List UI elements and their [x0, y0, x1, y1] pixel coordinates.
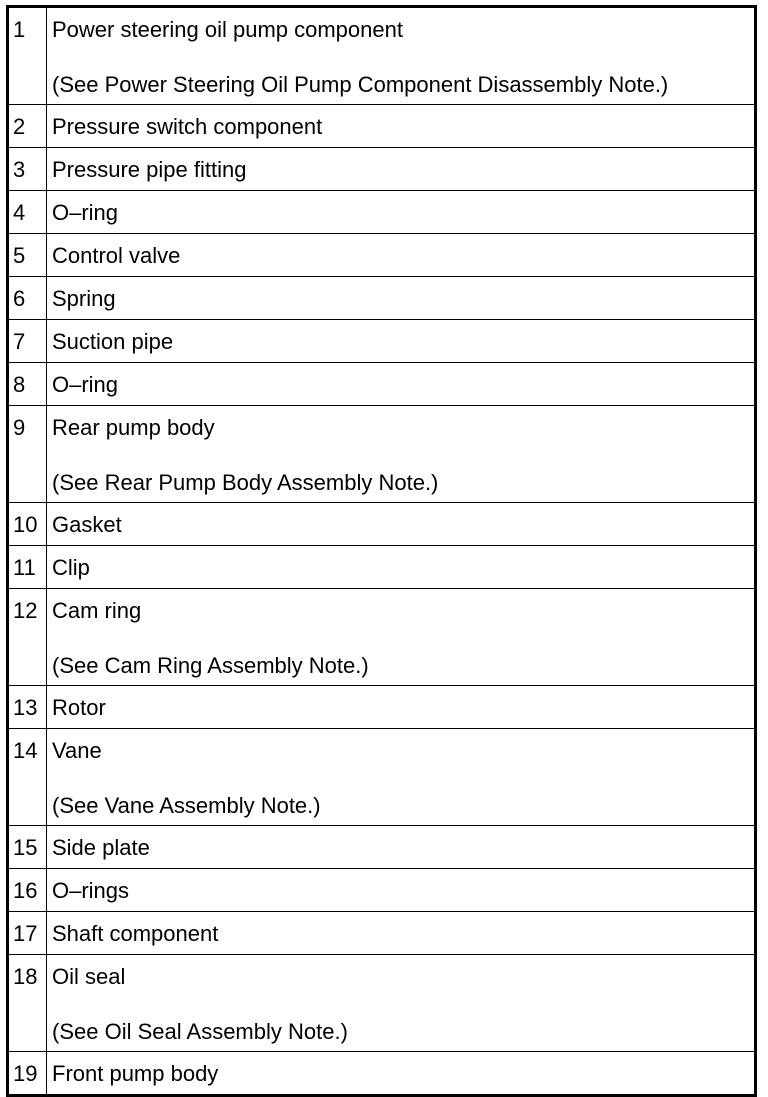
- item-description: O–ring: [52, 200, 119, 225]
- table-row: [8, 955, 756, 1052]
- table-row: [8, 546, 756, 589]
- item-note: (See Rear Pump Body Assembly Note.): [52, 470, 439, 495]
- item-description-cell: [47, 148, 756, 191]
- table-row: [8, 686, 756, 729]
- item-description: Spring: [52, 286, 116, 311]
- item-number: 5: [8, 234, 47, 277]
- item-description-cell: [47, 363, 756, 406]
- item-description-cell: [47, 105, 756, 148]
- item-number: 6: [8, 277, 47, 320]
- item-description: Cam ring: [52, 598, 142, 623]
- item-number: 12: [8, 589, 47, 686]
- item-number: 18: [8, 955, 47, 1052]
- item-description-cell: [47, 503, 756, 546]
- item-description-cell: [47, 234, 756, 277]
- item-number: 15: [8, 826, 47, 869]
- table-row: [8, 912, 756, 955]
- item-number: 9: [8, 406, 47, 503]
- item-description: O–ring: [52, 372, 119, 397]
- parts-table-body: [8, 7, 756, 1096]
- item-description-cell: [47, 686, 756, 729]
- table-row: [8, 589, 756, 686]
- table-row: [8, 869, 756, 912]
- item-note: (See Cam Ring Assembly Note.): [52, 653, 369, 678]
- item-description-cell: [47, 406, 756, 503]
- item-note: (See Power Steering Oil Pump Component Disassembly Note.): [52, 72, 669, 97]
- item-description-cell: [47, 7, 756, 105]
- item-description-cell: [47, 277, 756, 320]
- table-row: [8, 277, 756, 320]
- table-row: [8, 363, 756, 406]
- table-row: [8, 406, 756, 503]
- item-description: Vane: [52, 738, 102, 763]
- item-number: 1: [8, 7, 47, 105]
- item-description: Gasket: [52, 512, 122, 537]
- item-description-cell: [47, 869, 756, 912]
- table-row: [8, 148, 756, 191]
- item-number: 2: [8, 105, 47, 148]
- item-number: 17: [8, 912, 47, 955]
- item-description: Rear pump body: [52, 415, 215, 440]
- item-number: 10: [8, 503, 47, 546]
- item-note: (See Vane Assembly Note.): [52, 793, 321, 818]
- table-row: [8, 7, 756, 105]
- item-number: 13: [8, 686, 47, 729]
- table-row: [8, 191, 756, 234]
- table-row: [8, 234, 756, 277]
- item-number: 4: [8, 191, 47, 234]
- item-description-cell: [47, 826, 756, 869]
- item-description: Pressure pipe fitting: [52, 157, 247, 182]
- item-description: Rotor: [52, 695, 106, 720]
- item-number: 14: [8, 729, 47, 826]
- item-description: O–rings: [52, 878, 130, 903]
- item-description-cell: [47, 546, 756, 589]
- item-number: 16: [8, 869, 47, 912]
- item-description-cell: [47, 191, 756, 234]
- item-description-cell: [47, 1052, 756, 1096]
- table-row: [8, 503, 756, 546]
- item-number: 19: [8, 1052, 47, 1096]
- item-description: Front pump body: [52, 1061, 219, 1086]
- item-description-cell: [47, 320, 756, 363]
- item-description-cell: [47, 955, 756, 1052]
- item-description: Power steering oil pump component: [52, 17, 403, 42]
- item-number: 7: [8, 320, 47, 363]
- item-description: Oil seal: [52, 964, 126, 989]
- item-description: Control valve: [52, 243, 181, 268]
- item-number: 3: [8, 148, 47, 191]
- item-description-cell: [47, 729, 756, 826]
- item-description: Side plate: [52, 835, 150, 860]
- item-note: (See Oil Seal Assembly Note.): [52, 1019, 348, 1044]
- item-number: 11: [8, 546, 47, 589]
- item-description-cell: [47, 912, 756, 955]
- item-description-cell: [47, 589, 756, 686]
- item-description: Shaft component: [52, 921, 219, 946]
- item-description: Pressure switch component: [52, 114, 323, 139]
- table-row: [8, 826, 756, 869]
- item-number: 8: [8, 363, 47, 406]
- table-row: [8, 729, 756, 826]
- item-description: Suction pipe: [52, 329, 174, 354]
- table-row: [8, 105, 756, 148]
- table-row: [8, 320, 756, 363]
- table-row: [8, 1052, 756, 1096]
- parts-table: [6, 5, 757, 1097]
- item-description: Clip: [52, 555, 90, 580]
